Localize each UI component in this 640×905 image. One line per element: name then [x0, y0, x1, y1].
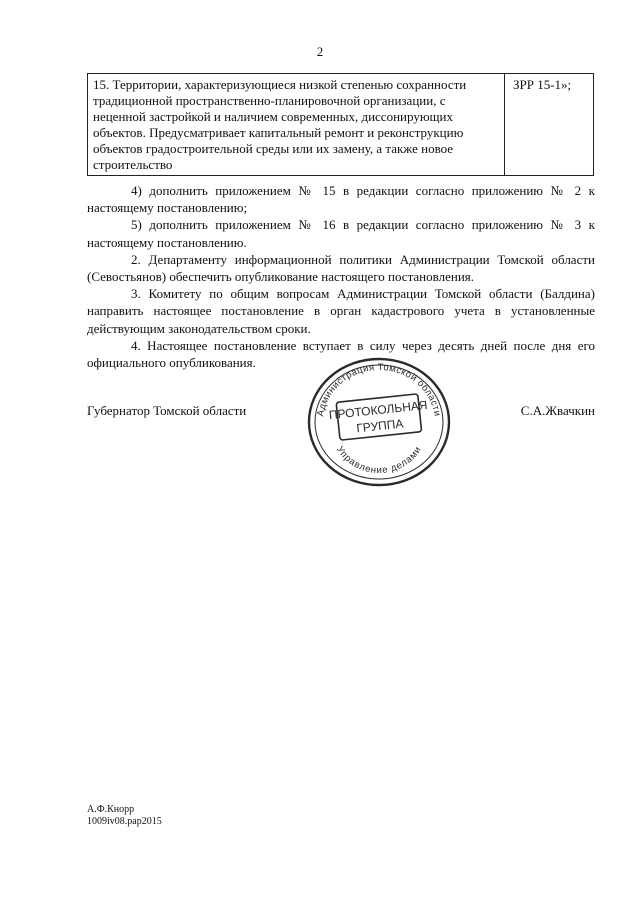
table-row — [88, 74, 594, 176]
page-number: 2 — [316, 44, 324, 59]
paragraph-item-4: 4) дополнить приложением № 15 в редакции согласно приложению № 2 к настоящему постановлению; — [87, 183, 595, 216]
official-stamp-icon — [305, 355, 453, 489]
paragraph-clause-3: 3. Комитету по общим вопросам Администрации Томской области (Балдина) направить настоящее постановление в орган кадастрового учета в установленные действующим законодательством сроки. — [87, 286, 595, 336]
footer-file-name: 1009iv08.pap2015 — [87, 816, 162, 827]
svg-text:Управление делами: Управление делами — [334, 444, 424, 477]
svg-text:ГРУППА: ГРУППА — [355, 416, 405, 436]
zone-description-cell: 15. Территории, характеризующиеся низкой степенью сохранности традиционной пространственно-планировочной организации, с неценной застройкой и наличием современных, диссонирующих объектов. Предусматривает капитальный ремонт и реконструкцию объектов градостроительной среды или их замену, а также новое строительство — [88, 74, 505, 176]
paragraph-clause-2: 2. Департаменту информационной политики Администрации Томской области (Севостьянов) обеспечить опубликование настоящего постановления. — [87, 251, 595, 285]
svg-text:ПРОТОКОЛЬНАЯ: ПРОТОКОЛЬНАЯ — [328, 397, 429, 423]
paragraph-item-5: 5) дополнить приложением № 16 в редакции согласно приложению № 3 к настоящему постановлению. — [87, 217, 595, 250]
footer — [87, 804, 162, 828]
body-text — [87, 182, 595, 371]
zone-code-cell: ЗРР 15-1»; — [505, 74, 594, 176]
paragraph-clause-4: 4. Настоящее постановление вступает в силу через десять дней после дня его официального опубликования. — [87, 337, 595, 371]
signer-name: С.А.Жвачкин — [520, 403, 595, 418]
zone-table — [87, 73, 594, 176]
svg-text:Администрация Томской области: Администрация Томской области — [315, 361, 443, 418]
footer-author: А.Ф.Кнорр — [87, 804, 135, 815]
signer-position: Губернатор Томской области — [87, 403, 247, 418]
